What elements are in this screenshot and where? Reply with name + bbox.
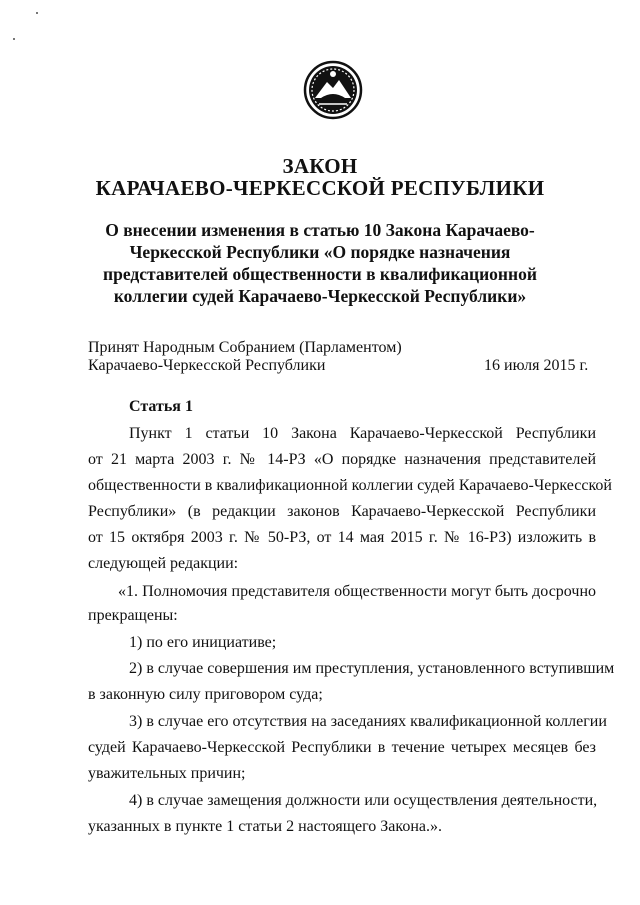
- adoption-line: Карачаево-Черкесской Республики: [88, 357, 326, 374]
- quote-text-line: прекращены:: [88, 607, 178, 624]
- law-title: ЗАКОН: [282, 154, 358, 178]
- list-item: 2) в случае совершения им преступления, установленного вступившим: [129, 660, 615, 677]
- list-item: 3) в случае его отсутствия на заседаниях квалификационной коллегии: [129, 713, 607, 730]
- adoption-line: Принят Народным Собранием (Парламентом): [88, 339, 402, 356]
- scan-speck: [13, 38, 15, 40]
- list-item: указанных в пункте 1 статьи 2 настоящего Закона.».: [88, 818, 443, 835]
- list-item: в законную силу приговором суда;: [88, 686, 323, 703]
- republic-title: КАРАЧАЕВО-ЧЕРКЕССКОЙ РЕСПУБЛИКИ: [95, 176, 545, 200]
- article-text-line: от 15 октября 2003 г. № 50-РЗ, от 14 мая 2015 г. № 16-РЗ) изложить в: [88, 529, 596, 546]
- law-subject-line: коллегии судей Карачаево-Черкесской Республики»: [113, 286, 527, 306]
- coat-of-arms-emblem: [303, 60, 363, 120]
- law-subject-line: Черкесской Республики «О порядке назначения: [129, 242, 511, 262]
- list-item: судей Карачаево-Черкесской Республики в течение четырех месяцев без: [88, 739, 596, 756]
- article-text-line: общественности в квалификационной коллегии судей Карачаево-Черкесской: [88, 477, 612, 494]
- law-subject-line: О внесении изменения в статью 10 Закона Карачаево-: [105, 220, 535, 240]
- article-text-line: от 21 марта 2003 г. № 14-РЗ «О порядке назначения представителей: [88, 451, 596, 468]
- article-text-line: следующей редакции:: [88, 555, 239, 572]
- list-item: 1) по его инициативе;: [129, 634, 277, 651]
- quote-text-line: «1. Полномочия представителя общественности могут быть досрочно: [118, 583, 596, 600]
- list-item: уважительных причин;: [88, 765, 246, 782]
- article-text-line: Пункт 1 статьи 10 Закона Карачаево-Черкесской Республики: [129, 425, 596, 442]
- article-heading: Статья 1: [129, 398, 193, 415]
- law-subject-line: представителей общественности в квалификационной: [103, 264, 537, 284]
- scan-speck: [36, 12, 38, 14]
- article-text-line: Республики» (в редакции законов Карачаево-Черкесской Республики: [88, 503, 596, 520]
- adoption-date: 16 июля 2015 г.: [484, 357, 589, 374]
- list-item: 4) в случае замещения должности или осуществления деятельности,: [129, 792, 598, 809]
